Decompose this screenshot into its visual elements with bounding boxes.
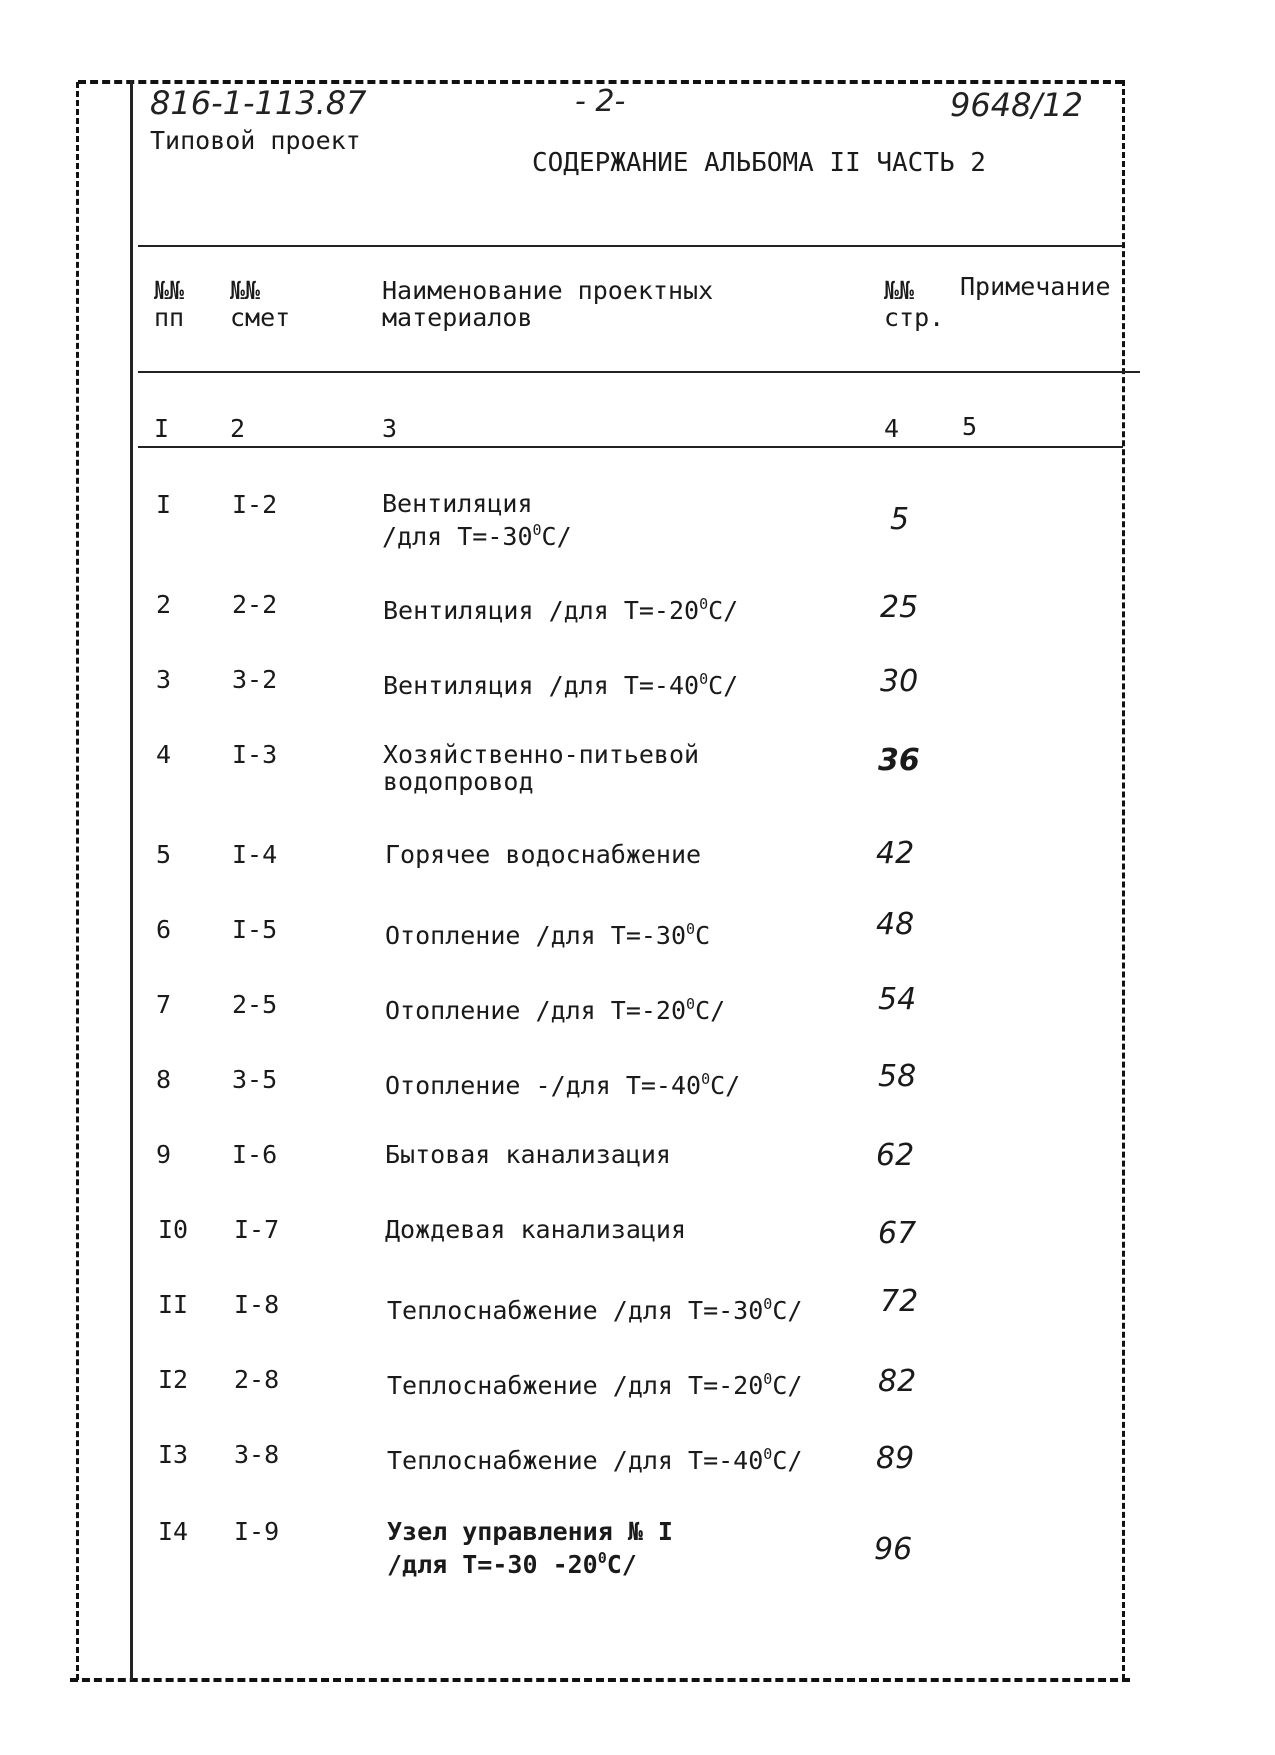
row-estimate: I-5 — [232, 915, 278, 944]
header-name-line1: Наименование проектных — [382, 276, 714, 305]
row-page: 62 — [876, 1138, 915, 1173]
column-number: 5 — [962, 412, 978, 441]
row-name: Теплоснабжение /для $Т=-30^0С/$ — [387, 1295, 803, 1325]
header-estimate-line2: смет — [230, 303, 291, 332]
row-num: 4 — [156, 740, 172, 769]
row-estimate: I-7 — [234, 1215, 280, 1244]
row-name: Вентиляция /для $Т=-40^0С/$ — [383, 670, 739, 700]
row-name: Отопление /для $Т=-20^0С/$ — [385, 995, 726, 1025]
column-numbers-rule — [138, 446, 1123, 448]
column-number: 3 — [382, 414, 398, 443]
row-num: I0 — [158, 1215, 189, 1244]
header-estimate-line1: №№ — [230, 276, 261, 305]
row-name: Теплоснабжение /для $Т=-20^0С/$ — [387, 1370, 803, 1400]
row-estimate: I-4 — [232, 840, 278, 869]
page-title: СОДЕРЖАНИЕ АЛЬБОМА II ЧАСТЬ 2 — [532, 148, 986, 178]
column-number: 4 — [884, 414, 900, 443]
row-estimate: I-3 — [232, 740, 278, 769]
row-name-line2: водопровод — [383, 767, 534, 796]
header-page-line2: стр. — [884, 303, 945, 332]
row-page: 5 — [890, 502, 910, 537]
frame-left-border — [76, 82, 79, 1680]
frame-bottom-border — [70, 1678, 1130, 1682]
row-num: I — [156, 490, 172, 519]
row-estimate: 3-5 — [232, 1065, 278, 1094]
row-estimate: I-2 — [232, 490, 278, 519]
row-num: 2 — [156, 590, 172, 619]
frame-inner-left-border — [130, 80, 133, 1680]
row-name: Теплоснабжение /для $Т=-40^0С/$ — [387, 1445, 803, 1475]
row-name-line2: /для Т=-30 $-20^0С/$ — [387, 1549, 637, 1579]
project-label: Типовой проект — [150, 126, 361, 155]
header-num-line2: пп — [154, 303, 185, 332]
row-page: 42 — [876, 836, 915, 871]
sheet-code: 9648/12 — [950, 86, 1083, 124]
column-number: I — [154, 414, 170, 443]
row-page: 67 — [878, 1216, 917, 1251]
column-number: 2 — [230, 414, 246, 443]
row-num: 9 — [156, 1140, 172, 1169]
row-name: Бытовая канализация — [385, 1140, 671, 1169]
row-num: 7 — [156, 990, 172, 1019]
row-num: I2 — [158, 1365, 189, 1394]
row-page: 25 — [880, 590, 919, 625]
row-estimate: I-6 — [232, 1140, 278, 1169]
header-note: Примечание — [960, 272, 1111, 301]
row-page: 36 — [878, 743, 920, 778]
page-marker: - 2- — [575, 84, 626, 119]
row-page: 82 — [878, 1364, 917, 1399]
frame-right-border — [1122, 80, 1125, 1680]
row-name — [387, 1518, 673, 1578]
header-num-line1: №№ — [154, 276, 185, 305]
row-name: Отопление -/для $Т=-40^0С/$ — [385, 1070, 741, 1100]
row-estimate: 2-5 — [232, 990, 278, 1019]
row-name — [383, 741, 699, 795]
row-name: Горячее водоснабжение — [385, 840, 702, 869]
row-name-line1: Вентиляция — [382, 489, 533, 518]
row-page: 89 — [876, 1441, 915, 1476]
row-name: Отопление /для $Т=-30^0С$ — [385, 920, 711, 950]
row-num: 8 — [156, 1065, 172, 1094]
row-page: 48 — [876, 907, 915, 942]
row-estimate: 2-8 — [234, 1365, 280, 1394]
header-estimate — [230, 277, 290, 331]
header-num — [154, 277, 184, 331]
row-page: 96 — [874, 1532, 913, 1567]
header-name — [382, 277, 713, 331]
row-name: Вентиляция /для $Т=-20^0С/$ — [383, 595, 739, 625]
row-name — [382, 490, 572, 550]
row-num: 6 — [156, 915, 172, 944]
row-page: 72 — [880, 1284, 919, 1319]
row-estimate: I-9 — [234, 1517, 280, 1546]
row-name-line1: Узел управления № I — [387, 1517, 673, 1546]
row-num: 3 — [156, 665, 172, 694]
row-page: 30 — [880, 664, 919, 699]
row-estimate: I-8 — [234, 1290, 280, 1319]
header-bottom-rule — [138, 371, 1140, 373]
row-num: II — [158, 1290, 189, 1319]
row-num: I4 — [158, 1517, 189, 1546]
row-name-line2: /для $Т=-30^0С/$ — [382, 521, 572, 551]
row-estimate: 2-2 — [232, 590, 278, 619]
row-estimate: 3-8 — [234, 1440, 280, 1469]
row-name: Дождевая канализация — [385, 1215, 687, 1244]
row-page: 54 — [878, 982, 917, 1017]
row-num: 5 — [156, 840, 172, 869]
header-page-line1: №№ — [884, 276, 915, 305]
row-num: I3 — [158, 1440, 189, 1469]
row-page: 58 — [878, 1059, 917, 1094]
table-top-rule — [138, 245, 1123, 247]
header-page — [884, 277, 944, 331]
project-code: 816-1-113.87 — [150, 84, 367, 122]
header-name-line2: материалов — [382, 303, 533, 332]
row-name-line1: Хозяйственно-питьевой — [383, 740, 700, 769]
row-estimate: 3-2 — [232, 665, 278, 694]
